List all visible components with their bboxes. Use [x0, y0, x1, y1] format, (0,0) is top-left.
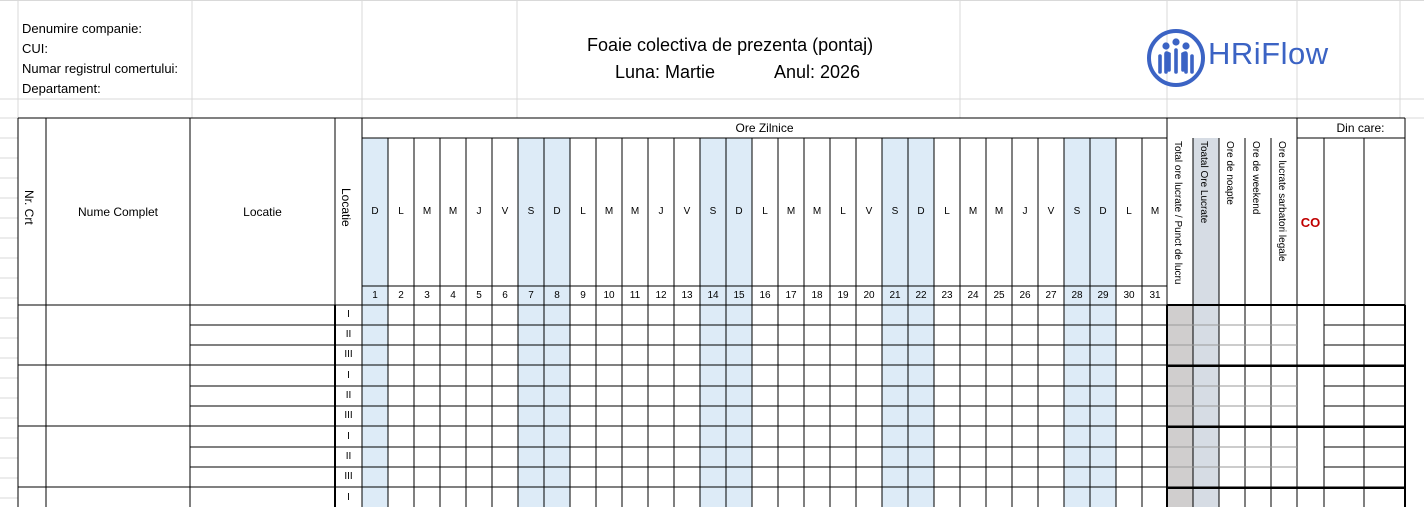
company-name-label: Denumire companie:: [22, 21, 142, 36]
day-letter: J: [1022, 206, 1028, 217]
nume-complet-header: Nume Complet: [77, 205, 159, 219]
day-number: 27: [1045, 290, 1057, 301]
ore-zilnice-header: Ore Zilnice: [735, 121, 794, 135]
weekend-column-fill: [544, 138, 570, 507]
day-letter: L: [944, 206, 950, 217]
cui-label: CUI:: [22, 41, 48, 56]
day-number: 13: [681, 290, 693, 301]
department-label: Departament:: [22, 81, 101, 96]
total-ore-lucrate-header: Toatal Ore Lucrate: [1198, 141, 1209, 224]
day-letter: V: [683, 206, 691, 217]
shift-label: II: [345, 390, 352, 401]
day-number: 19: [837, 290, 849, 301]
day-number: 31: [1149, 290, 1161, 301]
day-number: 12: [655, 290, 667, 301]
day-letter: M: [968, 206, 978, 217]
day-letter: J: [476, 206, 482, 217]
day-number: 17: [785, 290, 797, 301]
day-number: 9: [580, 290, 586, 301]
day-number: 24: [967, 290, 979, 301]
ore-sarbatori-header: Ore lucrate sarbatori legale: [1276, 141, 1287, 262]
day-letter: L: [1126, 206, 1132, 217]
total-punct-lucru-header: Total ore lucrate / Punct de lucru: [1172, 141, 1183, 285]
locatie-header: Locatie: [243, 205, 282, 219]
day-letter: M: [812, 206, 822, 217]
shift-label: I: [347, 431, 350, 442]
day-number: 15: [733, 290, 745, 301]
year-label: Anul: 2026: [774, 62, 861, 82]
day-number: 5: [476, 290, 482, 301]
day-number: 3: [424, 290, 430, 301]
day-letter: M: [448, 206, 458, 217]
day-number: 4: [450, 290, 456, 301]
ore-weekend-header: Ore de weekend: [1250, 141, 1261, 215]
day-number: 25: [993, 290, 1005, 301]
weekend-column-fill: [518, 138, 544, 507]
shift-label: III: [344, 471, 353, 482]
day-number: 23: [941, 290, 953, 301]
day-letter: V: [865, 206, 873, 217]
weekend-column-fill: [362, 138, 388, 507]
sheet-title: Foaie colectiva de prezenta (pontaj): [587, 35, 874, 55]
day-number: 2: [398, 290, 404, 301]
day-letter: L: [762, 206, 768, 217]
day-number: 10: [603, 290, 615, 301]
day-letter: D: [553, 206, 561, 217]
day-letter: M: [1150, 206, 1160, 217]
co-header: CO: [1300, 215, 1321, 230]
day-letter: J: [658, 206, 664, 217]
weekend-column-fill: [726, 138, 752, 507]
day-number: 14: [707, 290, 719, 301]
day-letter: M: [422, 206, 432, 217]
day-letter: D: [371, 206, 379, 217]
day-number: 11: [629, 290, 641, 301]
day-number: 16: [759, 290, 771, 301]
weekend-column-fill: [882, 138, 908, 507]
month-label: Luna: Martie: [615, 62, 716, 82]
din-care-header: Din care:: [1336, 121, 1385, 135]
day-number: 30: [1123, 290, 1135, 301]
day-letter: D: [1099, 206, 1107, 217]
hriflow-logo-text: HRiFlow: [1208, 36, 1329, 71]
locatie-vertical-header: Locatie: [339, 188, 353, 227]
day-number: 22: [915, 290, 927, 301]
day-letter: V: [1047, 206, 1055, 217]
day-letter: L: [840, 206, 846, 217]
shift-label: III: [344, 349, 353, 360]
day-letter: M: [786, 206, 796, 217]
day-number: 18: [811, 290, 823, 301]
day-letter: M: [630, 206, 640, 217]
weekend-column-fill: [1090, 138, 1116, 507]
weekend-column-fill: [700, 138, 726, 507]
shift-label: II: [345, 451, 352, 462]
day-letter: M: [994, 206, 1004, 217]
day-number: 6: [502, 290, 508, 301]
day-letter: M: [604, 206, 614, 217]
day-number: 7: [528, 290, 534, 301]
day-letter: S: [527, 206, 535, 217]
shift-label: I: [347, 492, 350, 503]
day-number: 29: [1097, 290, 1109, 301]
nr-crt-header: Nr. Crt: [22, 190, 36, 225]
day-letter: D: [917, 206, 925, 217]
day-letter: S: [891, 206, 899, 217]
day-letter: S: [709, 206, 717, 217]
day-letter: V: [501, 206, 509, 217]
day-number: 1: [372, 290, 378, 301]
day-letter: D: [735, 206, 743, 217]
day-letter: L: [398, 206, 404, 217]
shift-label: I: [347, 309, 350, 320]
weekend-column-fill: [1064, 138, 1090, 507]
shift-label: III: [344, 410, 353, 421]
day-letter: S: [1073, 206, 1081, 217]
day-number: 21: [889, 290, 901, 301]
ore-noapte-header: Ore de noapte: [1224, 141, 1235, 205]
day-number: 8: [554, 290, 560, 301]
weekend-column-fill: [908, 138, 934, 507]
day-number: 26: [1019, 290, 1031, 301]
day-number: 20: [863, 290, 875, 301]
day-number: 28: [1071, 290, 1083, 301]
shift-label: II: [345, 329, 352, 340]
registry-number-label: Numar registrul comertului:: [22, 61, 179, 76]
shift-label: I: [347, 370, 350, 381]
day-letter: L: [580, 206, 586, 217]
